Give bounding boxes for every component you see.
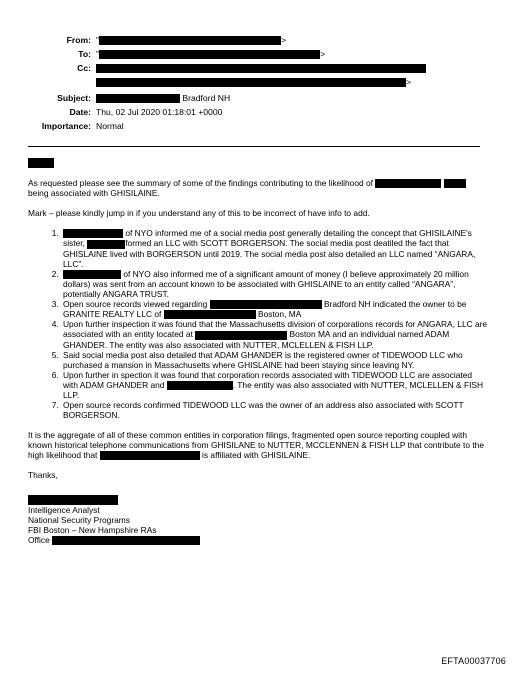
redaction [195,331,287,340]
subject-label: Subject: [57,93,91,103]
header-divider [28,146,480,147]
signature-office-line: FBI Boston – New Hampshire RAs [28,525,157,536]
document-id: EFTA00037706 [441,656,506,666]
importance-row [0,120,512,133]
signature-name [28,494,488,505]
redaction [99,36,281,45]
cc-label: Cc: [77,63,91,73]
cc-row-continued [0,76,512,89]
redaction [375,179,441,188]
redaction [100,451,200,460]
signature-title: Intelligence Analyst [28,505,100,516]
aggregate-paragraph: It is the aggregate of all of these common entities in corporation filings, fragmented open source reporting coupled with known historical telephone communications from GHISILANE to NUTTER, MCCLENNEN & FISH LLP that contribute to the high likelihood that is affiliated with GHISILAINE. [28,430,484,461]
mark-paragraph: Mark – please kindly jump in if you understand any of this to be incorrect of have info to add. [28,208,370,219]
redaction [96,94,180,103]
redaction [444,179,466,188]
cc-row [0,62,512,75]
subject-row [0,92,512,105]
cc-value [96,62,426,75]
list-item: 7. Open source records confirmed TIDEWOOD LLC was the owner of an address also associated with SCOTT BORGERSON. [61,400,488,420]
signature-office-phone: Office [28,535,488,545]
date-label: Date: [69,107,91,117]
list-item: 6. Upon further in spection it was found that corporation records associated with TIDEWOOD LLC are associated with ADAM GHANDER and . The entity was also associated with NUTTER, MCLELLEN & FISH LLP. [61,370,488,400]
redaction [63,270,121,279]
list-item: 4. Upon further inspection it was found that the Massachusetts division of corporations records for ANGARA, LLC are associated with an entity located at Boston MA and an individual named ADAM GHANDER. The entity was also associated with NUTTER, MCLELLEN & FISH LLP. [61,319,488,349]
redaction [63,229,123,238]
from-row [0,34,512,47]
thanks: Thanks, [28,470,58,481]
redaction [52,536,200,545]
redaction [28,495,118,505]
importance-label: Importance: [41,121,91,131]
redaction [210,300,322,309]
greeting [28,157,488,168]
list-item: 3. Open source records viewed regarding Bradford NH indicated the owner to be GRANITE REALTY LLC of Boston, MA [61,299,488,320]
findings-list [28,228,488,420]
to-label: To: [78,49,91,59]
date-value: Thu, 02 Jul 2020 01:18:01 +0000 [96,107,223,117]
signature-program: National Security Programs [28,515,130,526]
redaction [164,310,256,319]
list-item: 2. of NYO also informed me of a significant amount of money (I believe approximately 20 million dollars) was sent from an account known to be associated with GHISLAINE to an entity called “ANGARA”, potentially ANGARA TRUST. [61,269,488,299]
from-label: From: [66,35,91,45]
redaction [87,240,125,249]
redaction [167,381,233,390]
redaction [28,158,54,168]
redaction [96,64,426,73]
cc-value-continued: > [96,76,411,89]
from-value: " > [96,35,287,45]
signature-block [28,494,488,545]
redaction [99,50,320,59]
list-item: 5. Said social media post also detailed that ADAM GHANDER is the registered owner of TIDEWOOD LLC who purchased a mansion in Massachusetts where GHISLAINE had been staying since leaving NY. [61,350,488,370]
to-value: " > [96,49,326,59]
redaction [96,78,406,87]
to-row [0,48,512,61]
list-item: 1. of NYO informed me of a social media post generally detailing the concept that GHISILAINE's sister, formed an LLC with SCOTT BORGERSON. The social media post deatiled the fact that GHISLAINE lived with BORGERSON until 2019. The social media post also detailed an LLC named “ANGARA, LLC”. [61,228,488,269]
intro-paragraph: As requested please see the summary of some of the findings contributing to the likelihood of being associated with GHISILAINE. [28,178,488,198]
subject-value: Bradford NH [96,92,230,105]
email-body [28,157,488,545]
importance-value: Normal [96,121,124,131]
date-row [0,106,512,119]
